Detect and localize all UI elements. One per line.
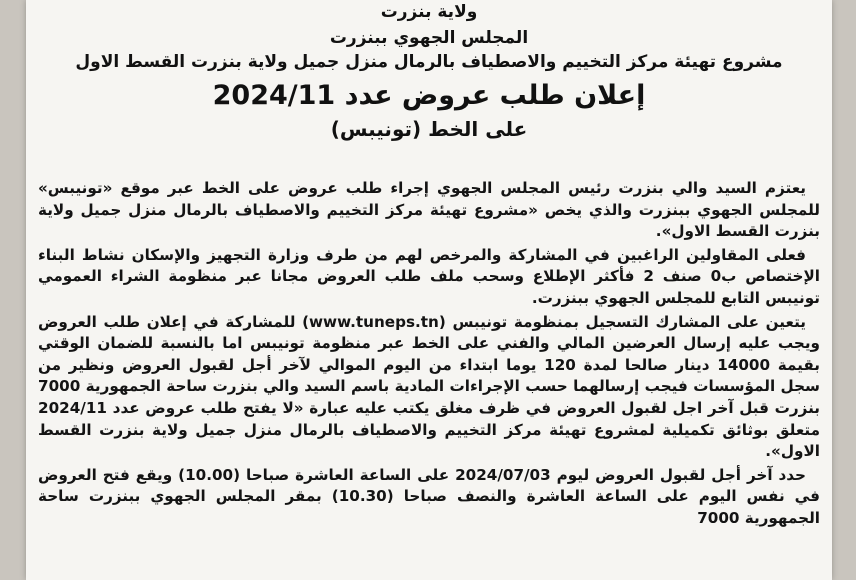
paragraph-intro: يعتزم السيد والي بنزرت رئيس المجلس الجهوي إجراء طلب عروض على الخط عبر موقع «تونيبس» للمجلس الجهوي ببنزرت والذي يخص «مشروع تهيئة مركز التخييم والاصطياف بالرمال منزل جميل ولاية بنزرت القسط الاول».	[38, 179, 820, 241]
governorate-name: ولاية بنزرت	[380, 2, 478, 22]
paragraph-submission: يتعين على المشارك التسجيل بمنظومة تونيبس (www.tuneps.tn) للمشاركة في إعلان طلب العروض ويجب عليه إرسال العرضين المالي والفني على الخط عبر منظومة تونيبس اما بالنسبة للضمان الوقتي بقيمة 14000 دينار صالحا لمدة 120 يوما ابتداء من اليوم الموالي لآخر أجل لقبول العروض ونظير من سجل المؤسسات فيجب إرسالهما حسب الإجراءات المادية باسم السيد والي بنزرت ساحة الجمهورية 7000 بنزرت قبل آخر اجل لقبول العروض في ظرف مغلق يكتب عليه عبارة «لا يفتح طلب عروض عدد 2024/11 متعلق بوثائق تكميلية لمشروع تهيئة مركز التخييم والاصطياف بالرمال منزل جميل ولاية بنزرت القسط الاول».	[38, 312, 821, 461]
paragraph-deadline: حدد آخر أجل لقبول العروض ليوم 2024/07/03 على الساعة العاشرة صباحا (10.00) ويقع فتح العروض في نفس اليوم على الساعة العاشرة والنصف صباحا (10.30) بمقر المجلس الجهوي ببنزرت ساحة الجمهورية 7000	[38, 465, 820, 527]
paragraph-eligibility: فعلى المقاولين الراغبين في المشاركة والمرخص لهم من طرف وزارة التجهيز والإسكان نشاط البناء الإختصاص ب0 صنف 2 فأكثر الإطلاع وسحب ملف طلب العروض مجانا عبر منظومة الشراء العمومي تونيبس التابع للمجلس الجهوي ببنزرت.	[38, 245, 821, 307]
notice-subtitle: على الخط (تونيبس)	[330, 117, 528, 141]
newspaper-clipping	[26, 0, 832, 580]
notice-body	[38, 178, 820, 532]
council-name: المجلس الجهوي ببنزرت	[329, 28, 529, 48]
project-title: مشروع تهيئة مركز التخييم والاصطياف بالرمال منزل جميل ولاية بنزرت القسط الاول	[75, 52, 783, 72]
notice-header	[26, 2, 832, 141]
notice-title: إعلان طلب عروض عدد 2024/11	[212, 80, 646, 111]
